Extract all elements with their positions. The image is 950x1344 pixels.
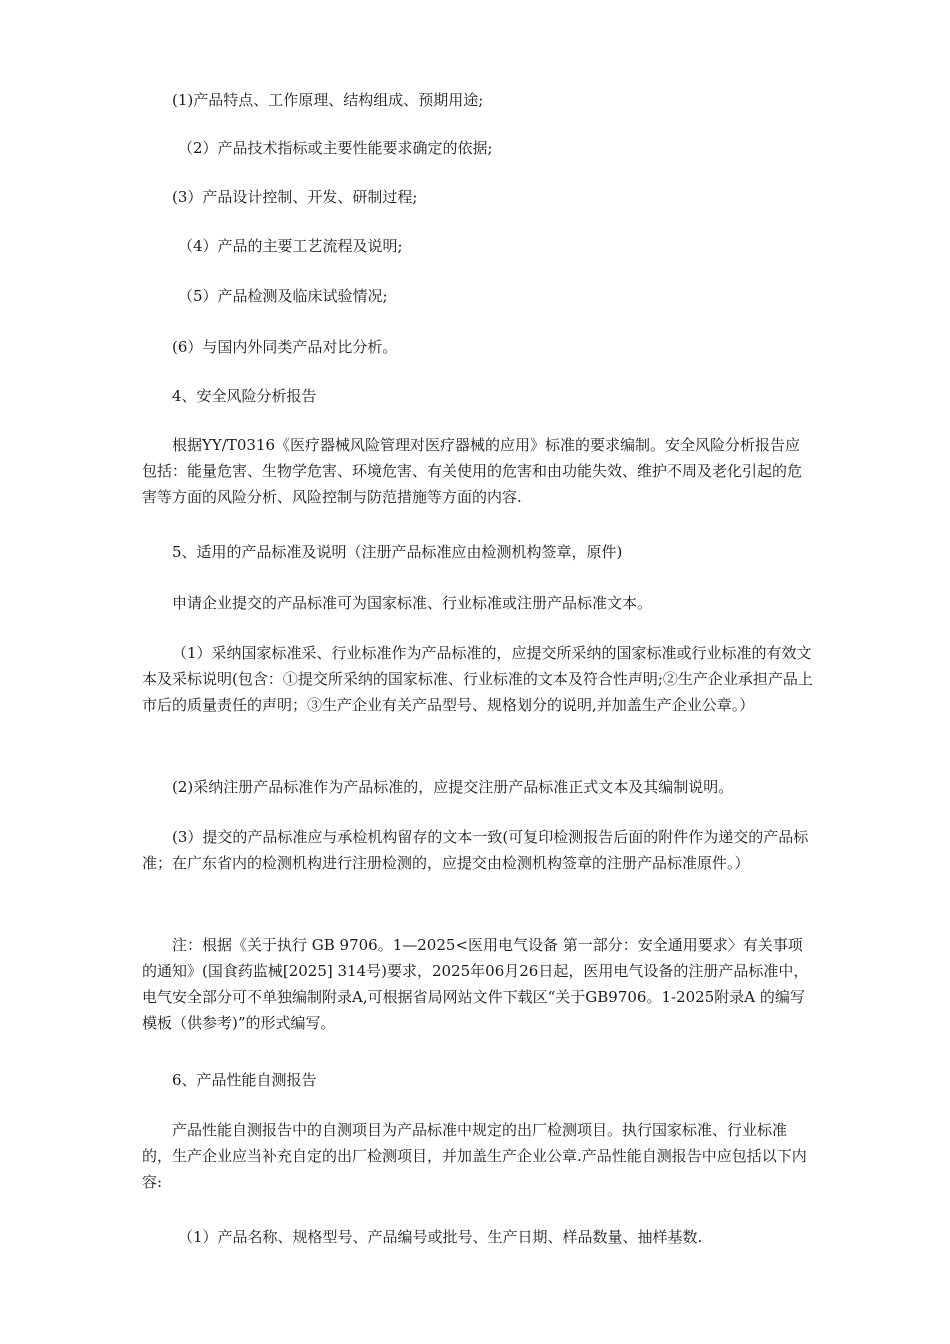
paragraph-submitted-standard: (3）提交的产品标准应与承检机构留存的文本一致(可复印检测报告后面的附件作为递交的产品标准；在广东省内的检测机构进行注册检测的，应提交由检测机构签章的注册产品标准原件。） bbox=[142, 828, 809, 872]
section-heading-risk-analysis: 4、安全风险分析报告 bbox=[172, 387, 317, 405]
paragraph-registered-standard: (2)采纳注册产品标准作为产品标准的，应提交注册产品标准正式文本及其编制说明。 bbox=[172, 778, 734, 796]
section-heading-product-standard: 5、适用的产品标准及说明（注册产品标准应由检测机构签章，原件) bbox=[172, 543, 623, 561]
paragraph-risk-analysis: 根据YY/T0316《医疗器械风险管理对医疗器械的应用》标准的要求编制。安全风险分析报告应包括：能量危害、生物学危害、环境危害、有关使用的危害和由功能失效、维护不周及老化引起的危害等方面的风险分析、风险控制与防范措施等方面的内容. bbox=[142, 436, 803, 506]
list-item-report-contents: （1）产品名称、规格型号、产品编号或批号、生产日期、样品数量、抽样基数. bbox=[178, 1228, 703, 1246]
list-item-product-features: (1)产品特点、工作原理、结构组成、预期用途; bbox=[172, 91, 484, 109]
list-item-comparison: (6）与国内外同类产品对比分析。 bbox=[172, 338, 398, 356]
list-item-testing-clinical: （5）产品检测及临床试验情况; bbox=[178, 287, 388, 305]
paragraph-standard-intro: 申请企业提交的产品标准可为国家标准、行业标准或注册产品标准文本。 bbox=[172, 594, 653, 612]
paragraph-note: 注：根据《关于执行 GB 9706。1—2025<医用电气设备 第一部分：安全通用要求〉有关事项的通知》(国食药监械[2025] 314号)要求，2025年06月26日起，医用电气设备的注册产品标准中，电气安全部分可不单独编制附录A,可根据省局网站文件下载区“关于GB9706。1-2025附录A 的编写模板（供参考)”的形式编写。 bbox=[142, 936, 809, 1032]
paragraph-national-standard: （1）采纳国家标准采、行业标准作为产品标准的，应提交所采纳的国家标准或行业标准的有效文本及采标说明(包含：①提交所采纳的国家标准、行业标准的文本及符合性声明;②生产企业承担产品上市后的质量责任的声明；③生产企业有关产品型号、规格划分的说明,并加盖生产企业公章。） bbox=[142, 644, 813, 714]
list-item-technical-indicators: （2）产品技术指标或主要性能要求确定的依据; bbox=[178, 139, 493, 157]
list-item-design-control: (3）产品设计控制、开发、研制过程; bbox=[172, 188, 418, 206]
section-heading-self-test: 6、产品性能自测报告 bbox=[172, 1071, 317, 1089]
list-item-process-flow: （4）产品的主要工艺流程及说明; bbox=[178, 237, 403, 255]
paragraph-self-test: 产品性能自测报告中的自测项目为产品标准中规定的出厂检测项目。执行国家标准、行业标准的，生产企业应当补充自定的出厂检测项目，并加盖生产企业公章.产品性能自测报告中应包括以下内容: bbox=[142, 1121, 807, 1191]
